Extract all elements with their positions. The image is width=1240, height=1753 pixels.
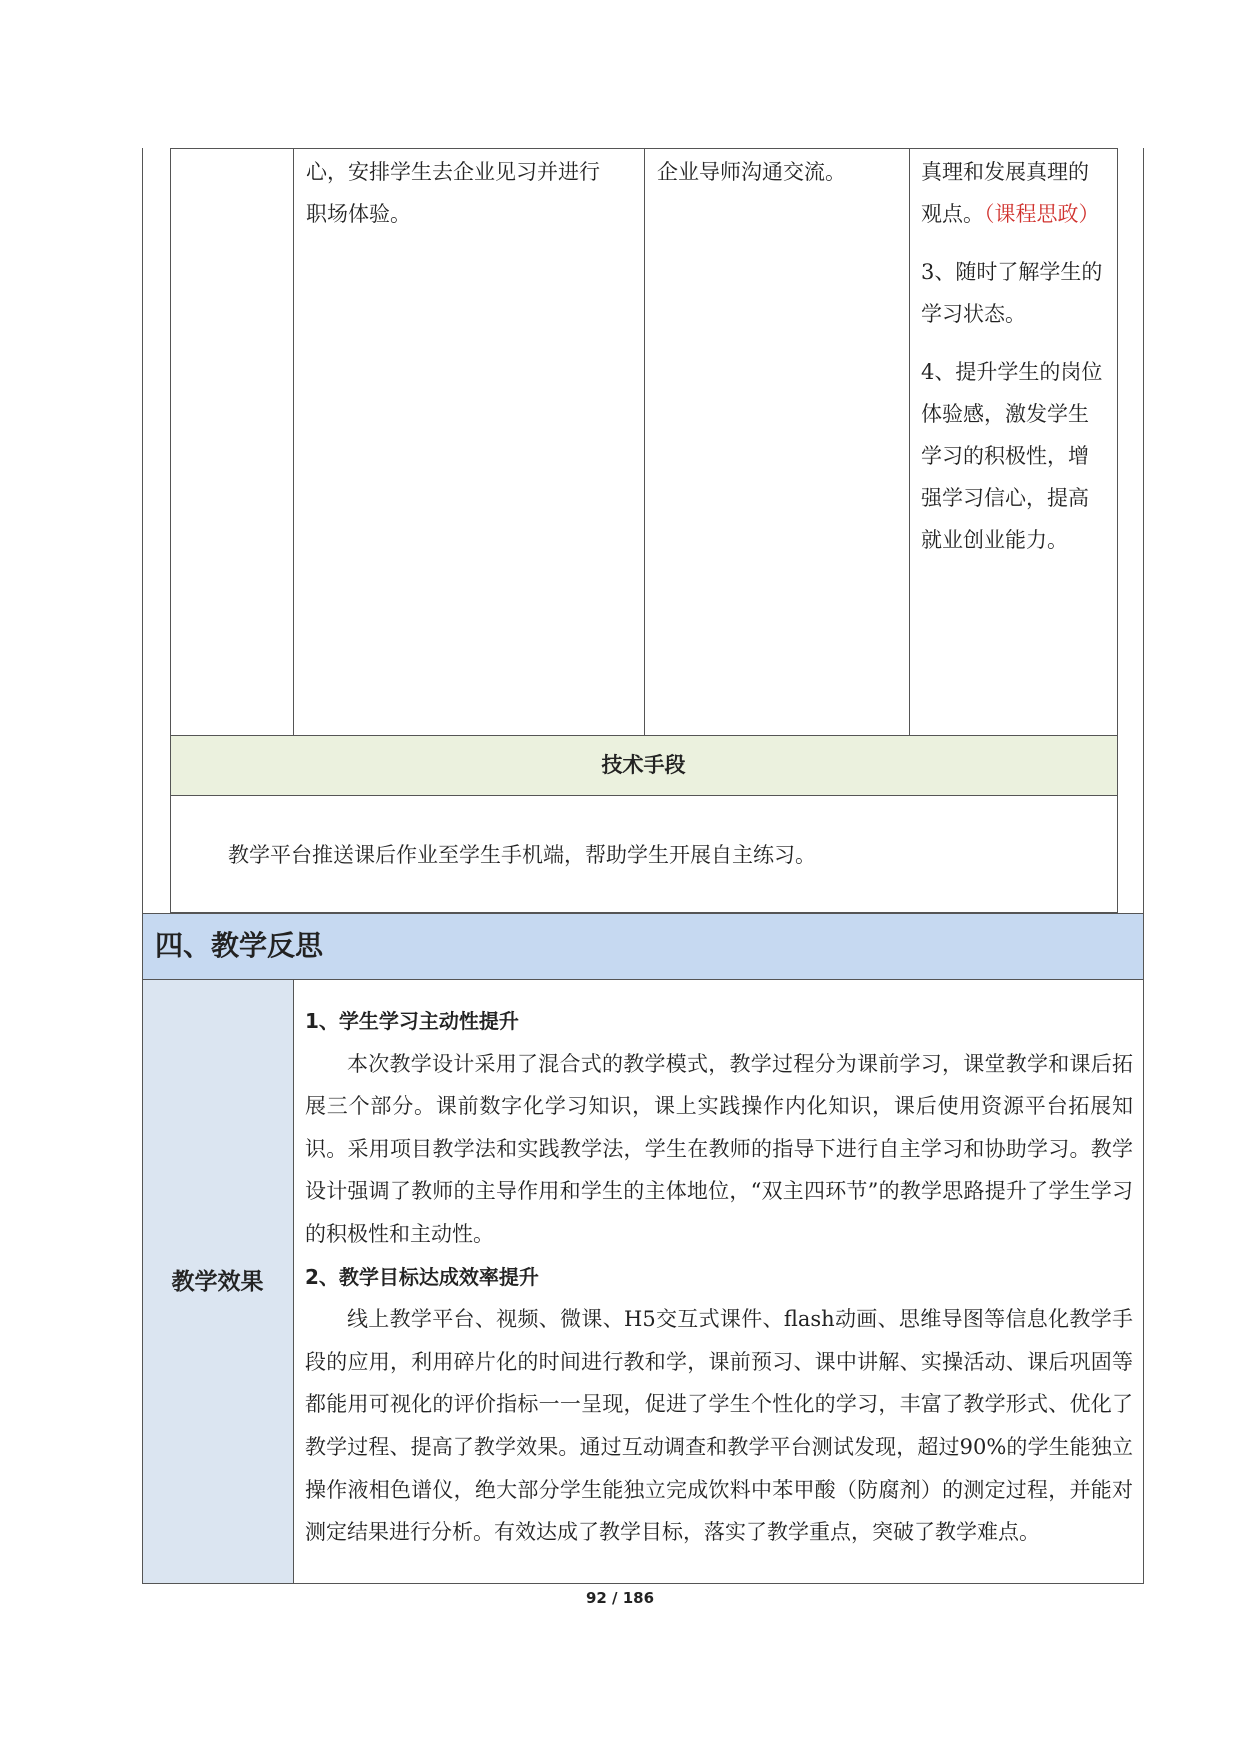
col4-line: 真理和发展真理的 bbox=[921, 160, 1089, 184]
inner-col-divider-2 bbox=[644, 148, 645, 735]
tech-body: 教学平台推送课后作业至学生手机端，帮助学生开展自主练习。 bbox=[228, 843, 816, 867]
col3-line: 企业导师沟通交流。 bbox=[657, 160, 846, 184]
col4-item4-line: 强学习信心，提高 bbox=[921, 486, 1089, 510]
inner-col-divider-1 bbox=[293, 148, 294, 735]
section-title: 四、教学反思 bbox=[155, 929, 324, 962]
tech-header-bottom-border bbox=[170, 795, 1118, 796]
col4-line bbox=[921, 193, 1113, 235]
col4-item4-line: 4、提升学生的岗位 bbox=[921, 360, 1103, 384]
page-number: 92 / 186 bbox=[585, 1589, 655, 1607]
section-body bbox=[305, 1000, 1133, 1554]
col2-line: 职场体验。 bbox=[306, 202, 411, 226]
col4-item3-line: 学习状态。 bbox=[921, 302, 1026, 326]
col4-item3-line: 3、随时了解学生的 bbox=[921, 260, 1103, 284]
col4-item4-line: 学习的积极性，增 bbox=[921, 444, 1089, 468]
heading-efficiency: 2、教学目标达成效率提升 bbox=[305, 1264, 539, 1289]
col4-item4-line: 体验感，激发学生 bbox=[921, 402, 1089, 426]
outer-left-border bbox=[142, 148, 143, 1583]
label-divider bbox=[293, 979, 294, 1583]
col3-text bbox=[657, 151, 902, 193]
row-label: 教学效果 bbox=[171, 1269, 264, 1295]
paragraph-initiative: 本次教学设计采用了混合式的教学模式，教学过程分为课前学习，课堂教学和课后拓展三个部分。课前数字化学习知识，课上实践操作内化知识，课后使用资源平台拓展知识。采用项目教学法和实践教学法，学生在教师的指导下进行自主学习和协助学习。教学设计强调了教师的主导作用和学生的主体地位，“双主四环节”的教学思路提升了学生学习的积极性和主动性。 bbox=[305, 1051, 1133, 1246]
col2-line: 心，安排学生去企业见习并进行 bbox=[306, 160, 600, 184]
outer-right-border bbox=[1143, 148, 1144, 1583]
col2-text bbox=[306, 151, 636, 235]
paragraph-efficiency: 线上教学平台、视频、微课、H5交互式课件、flash动画、思维导图等信息化教学手段的应用，利用碎片化的时间进行教和学，课前预习、课中讲解、实操活动、课后巩固等都能用可视化的评价指标一一呈现，促进了学生个性化的学习，丰富了教学形式、优化了教学过程、提高了教学效果。通过互动调查和教学平台测试发现，超过90%的学生能独立操作液相色谱仪，绝大部分学生能独立完成饮料中苯甲酸（防腐剂）的测定过程，并能对测定结果进行分析。有效达成了教学目标，落实了教学重点，突破了教学难点。 bbox=[305, 1307, 1133, 1545]
col4-line-prefix: 观点。 bbox=[921, 202, 984, 226]
heading-initiative: 1、学生学习主动性提升 bbox=[305, 1009, 519, 1033]
inner-col-divider-3 bbox=[909, 148, 910, 735]
inner-left-border bbox=[170, 148, 171, 912]
course-ideology-tag: （课程思政） bbox=[984, 202, 1100, 226]
tech-header: 技术手段 bbox=[601, 753, 686, 777]
inner-right-border bbox=[1117, 148, 1118, 912]
table-bottom-border bbox=[142, 1583, 1144, 1584]
col4-text bbox=[921, 151, 1113, 561]
col4-item4-line: 就业创业能力。 bbox=[921, 528, 1068, 552]
